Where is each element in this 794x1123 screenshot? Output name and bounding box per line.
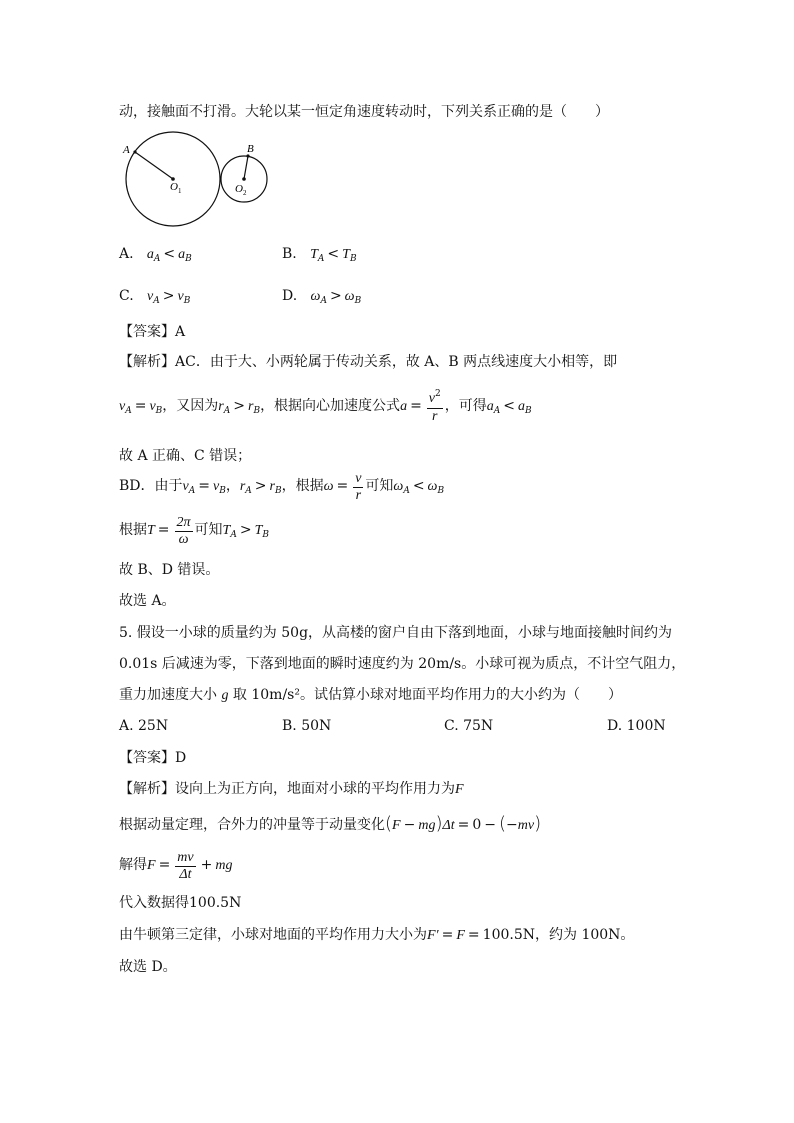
q5-option-c: C. 75N — [444, 718, 494, 734]
analysis-tag: 【解析】 — [119, 354, 175, 370]
analysis-tag: 【解析】 — [119, 781, 175, 797]
q5-option-d: D. 100N — [607, 718, 666, 734]
q4-option-a: A. $a_A < a_B$ — [119, 246, 192, 264]
fraction-v2-over-r: $\frac{v^2}{r}$ — [428, 388, 441, 424]
answer-tag: 【答案】 — [119, 750, 175, 766]
fraction-v-over-r: $\frac{v}{r}$ — [355, 470, 362, 503]
q4-analysis-line1: 【解析】AC．由于大、小两轮属于传动关系，故 A、B 两点线速度大小相等，即 — [119, 354, 618, 370]
radius-o1-a — [135, 152, 173, 179]
fraction-mv-over-dt: $\frac{mv}{\Delta t}$ — [177, 849, 194, 882]
q4-option-b: B. $T_A < T_B$ — [282, 246, 357, 264]
q5-analysis-line5: 由牛顿第三定律，小球对地面的平均作用力大小为F′ = F = 100.5N，约为 100N。 — [119, 927, 635, 943]
q4-analysis-line7: 故选 A。 — [119, 593, 176, 609]
q5-analysis-line1: 【解析】设向上为正方向，地面对小球的平均作用力为F — [119, 781, 464, 797]
two-wheels-figure — [120, 128, 280, 230]
answer-value: A — [175, 324, 186, 340]
fraction-2pi-over-omega: $\frac{2\pi}{\omega}$ — [176, 514, 191, 547]
radius-o2-b — [244, 156, 248, 179]
label-b: B — [247, 143, 254, 155]
label-o2: $O_2$ — [235, 183, 247, 197]
q5-analysis-line4: 代入数据得100.5N — [119, 895, 242, 911]
q5-stem-line2: 0.01s 后减速为零，下落到地面的瞬时速度约为 20m/s。小球可视为质点，不计空气阻力， — [119, 656, 686, 672]
q5-analysis-line6: 故选 D。 — [119, 959, 177, 975]
q5-stem-line1: 5. 假设一小球的质量约为 50g，从高楼的窗户自由下落到地面，小球与地面接触时间约为 — [119, 625, 673, 641]
q5-analysis-line3: 解得F = $\frac{mv}{\Delta t}$ + mg — [119, 849, 233, 882]
point-o2 — [242, 177, 246, 181]
q4-answer — [119, 323, 185, 341]
label-o1: $O_1$ — [170, 181, 182, 195]
q5-stem-line3: 重力加速度大小 g 取 10m/s²。试估算小球对地面平均作用力的大小约为（ ） — [119, 687, 622, 703]
q5-option-a: A. 25N — [119, 718, 169, 734]
q4-analysis-line4: BD．由于$v_A = v_B$，$r_A > r_B$，根据ω = $\frac{v}{r}$ 可知$\omega_A < \omega_B$ — [119, 470, 445, 503]
q4-analysis-line5: 根据T = $\frac{2\pi}{\omega}$ 可知$T_A > T_B$ — [119, 514, 269, 547]
q5-answer — [119, 749, 186, 767]
q4-analysis-line2: $v_A = v_B$，又因为$r_A > r_B$，根据向心加速度公式a = $\frac{v^2}{r}$ ，可得$a_A < a_B$ — [119, 388, 532, 424]
q5-analysis-line2: 根据动量定理，合外力的冲量等于动量变化(F − mg)Δt = 0 − (−mv) — [119, 813, 542, 834]
answer-value: D — [175, 750, 187, 766]
label-a: A — [123, 144, 130, 156]
q5-option-b: B. 50N — [282, 718, 332, 734]
point-a — [133, 150, 136, 153]
q4-analysis-line3: 故 A 正确、C 错误； — [119, 448, 252, 464]
q4-option-d: D. $\omega_A > \omega_B$ — [282, 288, 362, 306]
q4-option-c: C. $v_A > v_B$ — [119, 288, 191, 306]
q4-stem: 动，接触面不打滑。大轮以某一恒定角速度转动时，下列关系正确的是（ ） — [119, 104, 609, 120]
answer-tag: 【答案】 — [119, 324, 175, 340]
q4-analysis-line6: 故 B、D 错误。 — [119, 562, 220, 578]
